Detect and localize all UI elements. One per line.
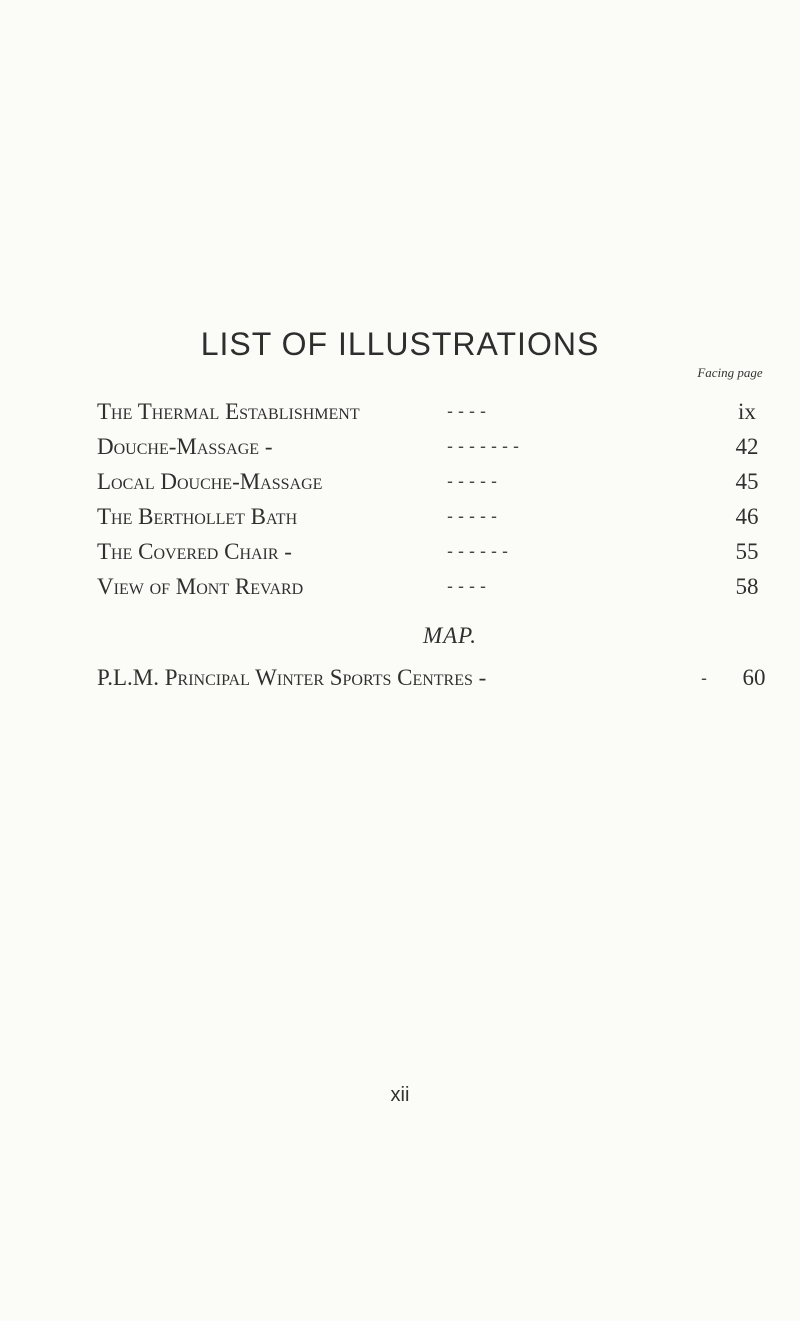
page-reference: 58 [735, 574, 759, 599]
map-entry [97, 660, 771, 696]
page-reference: ix [738, 399, 756, 424]
page-reference: 45 [735, 469, 759, 494]
facing-page-note: Facing page [697, 365, 763, 380]
leader-dashes: - - - - - [447, 506, 497, 526]
page-title: LIST OF ILLUSTRATIONS [200, 326, 600, 362]
illustration-entry-local-douche-massage [97, 464, 771, 499]
leader-dashes: - [701, 668, 707, 688]
map-heading: MAP. [422, 623, 478, 648]
illustration-title: The Thermal Establishment [97, 399, 360, 424]
leader-dashes: - - - - - [447, 471, 497, 491]
illustration-entry-berthollet-bath [97, 499, 771, 534]
leader-dashes: - - - - - - - [447, 436, 519, 456]
illustration-entry-mont-revard [97, 569, 771, 604]
illustrations-list [97, 394, 771, 604]
illustration-entry-thermal-establishment [97, 394, 771, 429]
map-title: P.L.M. Principal Winter Sports Centres - [97, 665, 487, 690]
leader-dashes: - - - - - - [447, 541, 508, 561]
footer-page-number: xii [390, 1084, 410, 1106]
illustration-entry-douche-massage [97, 429, 771, 464]
illustration-title: The Covered Chair - [97, 539, 292, 564]
page-reference: 46 [735, 504, 759, 529]
illustration-title: Douche-Massage - [97, 434, 273, 459]
illustration-title: The Berthollet Bath [97, 504, 298, 529]
illustration-title: Local Douche-Massage [97, 469, 323, 494]
page-reference: 42 [735, 434, 759, 459]
illustration-title: View of Mont Revard [97, 574, 304, 599]
page-reference: 55 [735, 539, 759, 564]
page-reference: 60 [742, 665, 766, 690]
leader-dashes: - - - - [447, 401, 486, 421]
illustration-entry-covered-chair [97, 534, 771, 569]
leader-dashes: - - - - [447, 576, 486, 596]
